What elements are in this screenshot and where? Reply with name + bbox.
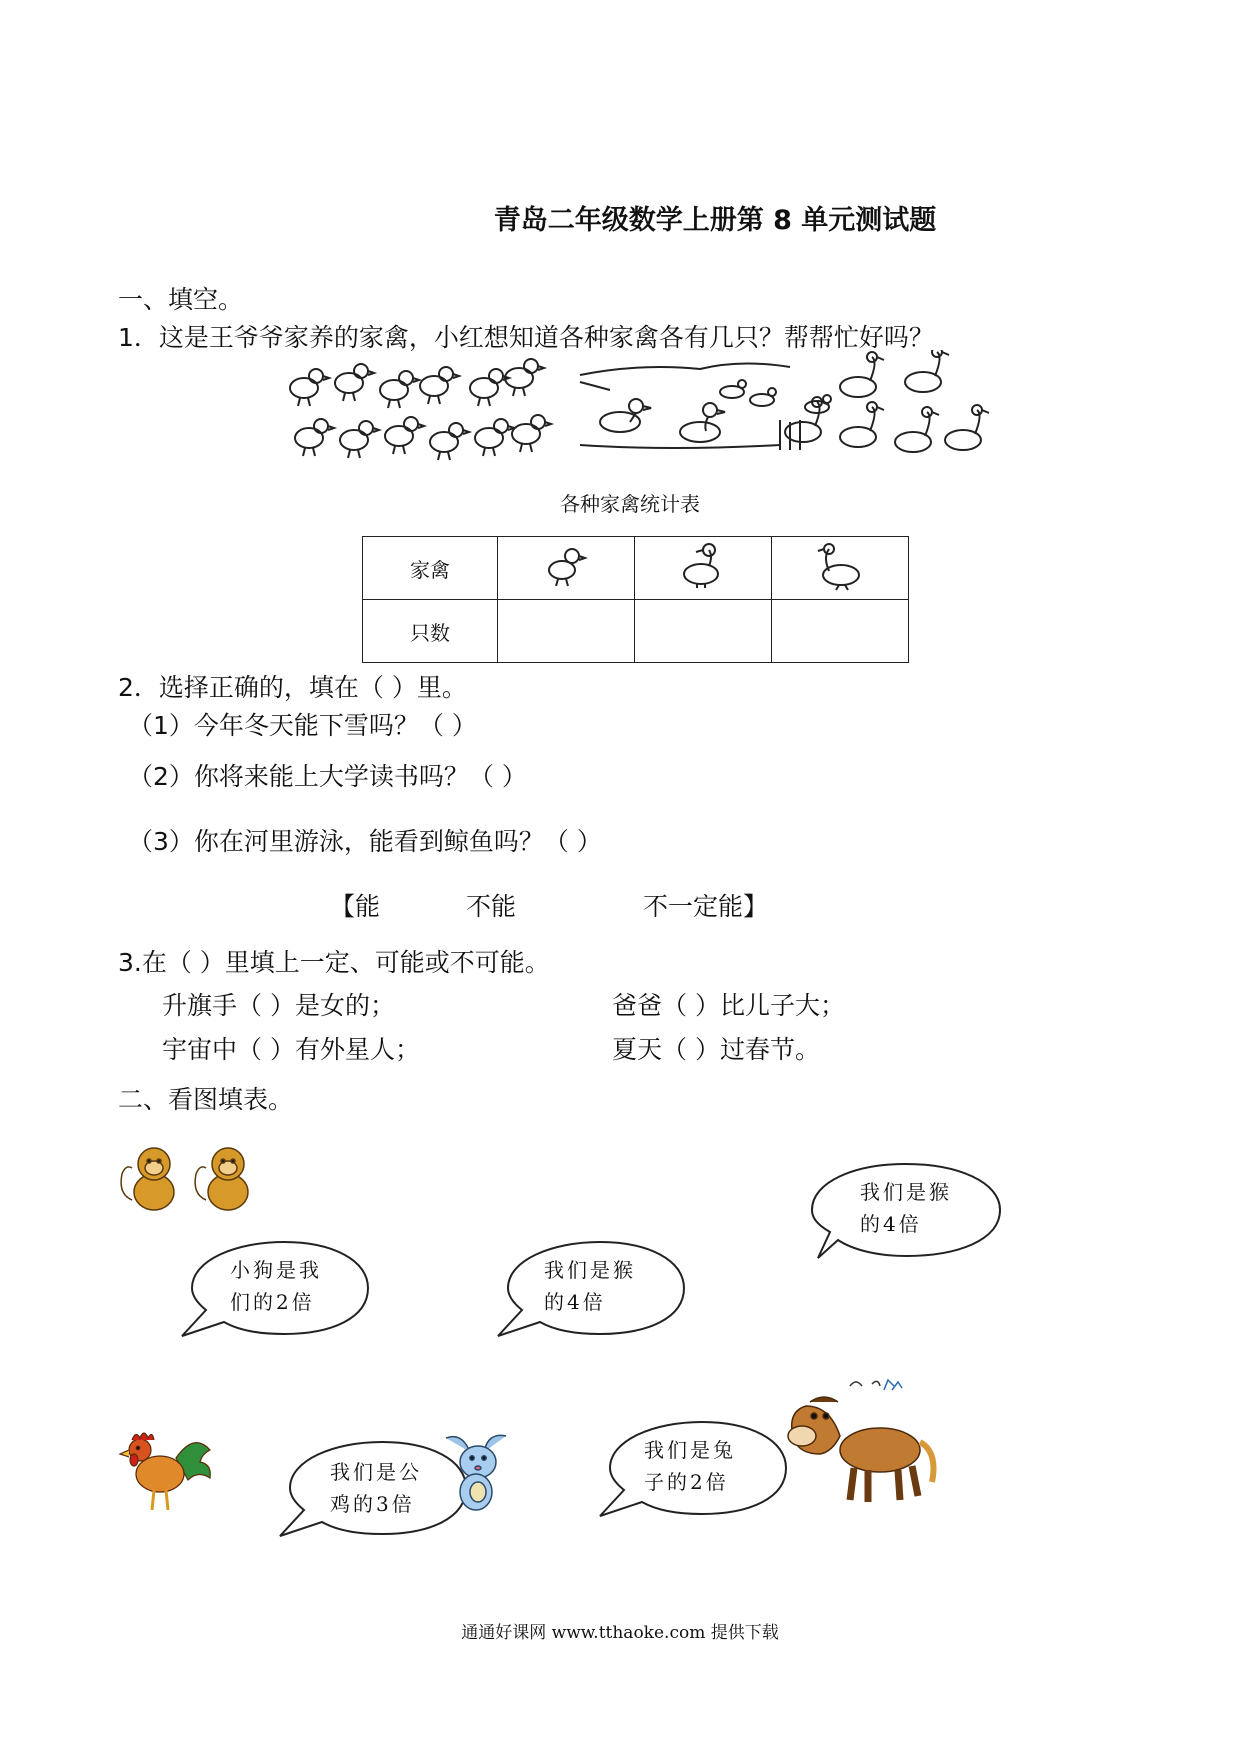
q2-item-2: （2）你将来能上大学读书吗？（ ） [128, 762, 527, 791]
poultry-stat-table [362, 536, 909, 663]
header-goose-cell [772, 537, 909, 600]
ducks-group [580, 363, 831, 450]
goose-icon [815, 541, 865, 591]
q2-option-maybe: 不一定能】 [643, 892, 769, 921]
bubble-dog-line2: 的4倍 [544, 1290, 606, 1314]
speech-bubble-horse [808, 1162, 1008, 1266]
speech-bubble-monkey [178, 1240, 374, 1344]
page-title: 青岛二年级数学上册第 8 单元测试题 [493, 205, 937, 236]
footer-text: 通通好课网 www.tthaoke.com 提供下载 [461, 1623, 779, 1643]
speech-bubble-dog [494, 1240, 690, 1344]
rabbit-icon [440, 1428, 512, 1514]
monkey-icon [118, 1140, 268, 1220]
bubble-horse-line2: 的4倍 [860, 1212, 922, 1236]
poultry-illustration [280, 350, 1020, 475]
speech-bubble-horse-2 [596, 1420, 792, 1524]
header-chick-cell [498, 537, 635, 600]
q2-item-1: （1）今年冬天能下雪吗？（ ） [128, 711, 477, 740]
horse-icon [780, 1376, 940, 1516]
bubble-dog-line1: 我们是猴 [544, 1258, 636, 1282]
bubble-rabbit-line2: 鸡的3倍 [330, 1492, 415, 1516]
bubble-rabbit-line1: 我们是公 [330, 1460, 422, 1484]
q3-item-1: 升旗手（ ）是女的； [162, 991, 395, 1020]
q3-item-4: 夏天（ ）过春节。 [612, 1035, 820, 1064]
section2-heading: 二、看图填表。 [118, 1085, 294, 1114]
bubble-monkey-line2: 们的2倍 [230, 1290, 315, 1314]
q2-option-yes: 【能 [330, 892, 381, 921]
count-duck-cell[interactable] [635, 600, 772, 663]
q2-option-no: 不能 [466, 892, 517, 921]
bubble-monkey-line1: 小狗是我 [230, 1258, 322, 1282]
chick-icon [544, 544, 588, 588]
count-goose-cell[interactable] [772, 600, 909, 663]
q1-text: 1．这是王爷爷家养的家禽，小红想知道各种家禽各有几只？帮帮忙好吗？ [118, 323, 934, 352]
table-caption: 各种家禽统计表 [560, 492, 700, 516]
chicks-group [290, 359, 551, 460]
q3-item-3: 宇宙中（ ）有外星人； [162, 1035, 420, 1064]
bubble-horse2-line2: 子的2倍 [644, 1470, 729, 1494]
section1-heading: 一、填空。 [118, 285, 244, 314]
row-label-count: 只数 [363, 600, 498, 663]
q3-item-2: 爸爸（ ）比儿子大； [612, 991, 845, 1020]
duck-icon [679, 542, 727, 590]
q2-text: 2．选择正确的，填在（ ）里。 [118, 673, 467, 702]
bubble-horse-line1: 我们是猴 [860, 1180, 952, 1204]
count-chick-cell[interactable] [498, 600, 635, 663]
row-label-poultry: 家禽 [363, 537, 498, 600]
q3-text: 3.在（ ）里填上一定、可能或不可能。 [118, 948, 550, 977]
rooster-icon [118, 1428, 213, 1518]
header-duck-cell [635, 537, 772, 600]
bubble-horse2-line1: 我们是兔 [644, 1438, 736, 1462]
q2-item-3: （3）你在河里游泳，能看到鲸鱼吗？（ ） [128, 827, 602, 856]
